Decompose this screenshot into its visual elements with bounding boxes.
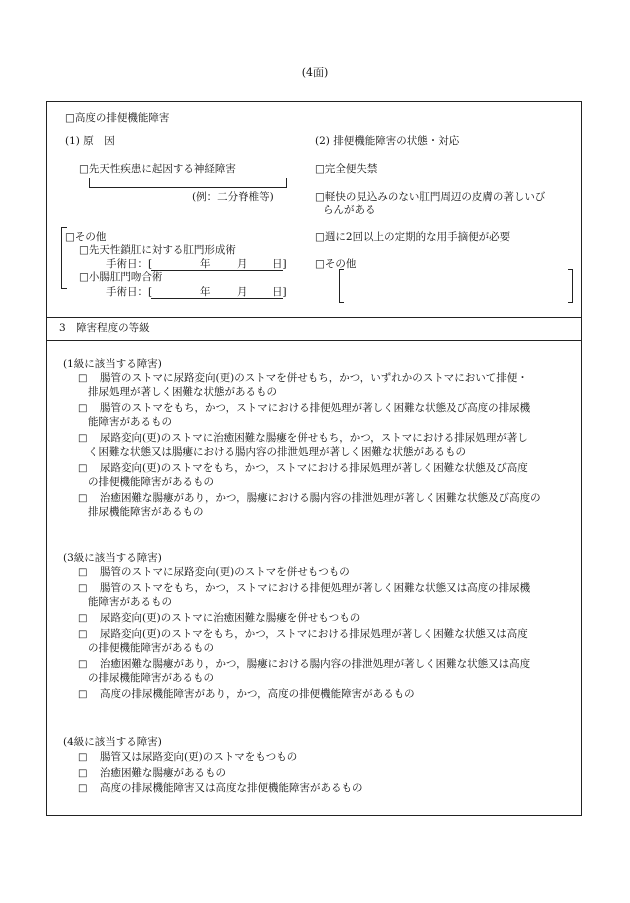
congenital-example: (例：二分脊椎等)	[192, 191, 274, 203]
checkbox-manual-removal[interactable]: □週に2回以上の定期的な用手摘便が必要	[315, 231, 511, 243]
checkbox-icon[interactable]: □	[78, 629, 88, 640]
checkbox-icon[interactable]: □	[78, 613, 88, 624]
surgery-date-field-2[interactable]	[151, 298, 283, 299]
grade1-item[interactable]: □ 尿路変向(更)のストマに治癒困難な腸瘻を併せもち，かつ，ストマにおける排尿処理が著し く困難な状態又は腸瘻における腸内容の排泄処理が著しく困難な状態があるもの	[78, 432, 528, 458]
form-frame	[46, 101, 582, 816]
checkbox-perianal-skin-line1[interactable]: □軽快の見込みのない肛門周辺の皮膚の著しいび	[315, 191, 546, 203]
checkbox-icon[interactable]: □	[78, 403, 88, 414]
perianal-skin-line2: らんがある	[323, 204, 376, 216]
grade1-item[interactable]: □ 治癒困難な腸瘻があり，かつ，腸瘻における腸内容の排泄処理が著しく困難な状態及び高度の 排尿機能障害があるもの	[78, 492, 541, 518]
grade1-item[interactable]: □ 腸管のストマをもち，かつ，ストマにおける排便処理が著しく困難な状態及び高度の排尿機 能障害があるもの	[78, 402, 531, 428]
grade4-item[interactable]: □ 治癒困難な腸瘻があるもの	[78, 767, 226, 779]
month-label-1: 月	[237, 258, 248, 270]
year-label-2: 年	[200, 286, 211, 298]
cause-heading: (1) 原 因	[65, 135, 115, 147]
grade1-item[interactable]: □ 腸管のストマに尿路変向(更)のストマを併せもち，かつ，いずれかのストマにおいて排便・ 排尿処理が著しく困難な状態があるもの	[78, 372, 528, 398]
section-divider-2	[47, 340, 581, 341]
checkbox-icon[interactable]: □	[78, 583, 88, 594]
grade1-item[interactable]: □ 尿路変向(更)のストマをもち，かつ，ストマにおける排尿処理が著しく困難な状態及び高度 の排便機能障害があるもの	[78, 462, 528, 488]
page-number: (4面)	[301, 66, 329, 79]
status-heading: (2) 排便機能障害の状態・対応	[315, 135, 460, 147]
checkbox-icon[interactable]: □	[78, 783, 88, 794]
grade4-heading: (4級に該当する障害)	[63, 736, 162, 748]
month-label-2: 月	[237, 286, 248, 298]
grade4-item[interactable]: □ 高度の排尿機能障害又は高度な排便機能障害があるもの	[78, 782, 363, 794]
checkbox-icon[interactable]: □	[78, 433, 88, 444]
grade4-item[interactable]: □ 腸管又は尿路変向(更)のストマをもつもの	[78, 751, 298, 763]
grade3-item[interactable]: □ 尿路変向(更)のストマに治癒困難な腸瘻を併せもつもの	[78, 612, 361, 624]
section-divider-1	[47, 317, 581, 318]
year-label-1: 年	[200, 258, 211, 270]
grade3-item[interactable]: □ 腸管のストマに尿路変向(更)のストマを併せもつもの	[78, 566, 350, 578]
grade3-item[interactable]: □ 高度の排尿機能障害があり，かつ，高度の排便機能障害があるもの	[78, 688, 415, 700]
status-other-detail-field[interactable]	[339, 269, 573, 303]
grade3-item[interactable]: □ 尿路変向(更)のストマをもち，かつ，ストマにおける排尿処理が著しく困難な状態又は高度 の排便機能障害があるもの	[78, 628, 528, 654]
surgery-date-label-1: 手術日：[	[106, 258, 153, 270]
checkbox-icon[interactable]: □	[78, 567, 88, 578]
checkbox-status-other[interactable]: □その他	[315, 258, 357, 270]
checkbox-other-cause[interactable]: □その他	[65, 231, 107, 243]
surgery-date-field-1[interactable]	[151, 270, 283, 271]
checkbox-small-intestine-anal[interactable]: □小腸肛門吻合術	[79, 271, 163, 283]
checkbox-icon[interactable]: □	[78, 373, 88, 384]
grade3-item[interactable]: □ 腸管のストマをもち，かつ，ストマにおける排便処理が著しく困難な状態又は高度の排尿機 能障害があるもの	[78, 582, 531, 608]
grade3-heading: (3級に該当する障害)	[63, 552, 162, 564]
grade1-heading: (1級に該当する障害)	[63, 358, 162, 370]
checkbox-icon[interactable]: □	[78, 752, 88, 763]
congenital-detail-bracket[interactable]	[89, 178, 287, 188]
day-label-2: 日]	[272, 286, 287, 298]
checkbox-icon[interactable]: □	[78, 463, 88, 474]
day-label-1: 日]	[272, 258, 287, 270]
checkbox-anal-atresia[interactable]: □先天性鎖肛に対する肛門形成術	[79, 244, 236, 256]
section-title-grade: 3 障害程度の等級	[59, 322, 150, 334]
checkbox-congenital-neuro[interactable]: □先天性疾患に起因する神経障害	[79, 163, 236, 175]
grade3-item[interactable]: □ 治癒困難な腸瘻があり，かつ，腸瘻における腸内容の排泄処理が著しく困難な状態又は高度 の排尿機能障害があるもの	[78, 658, 531, 684]
section-title-severe-defecation[interactable]: □高度の排便機能障害	[65, 112, 170, 124]
checkbox-complete-incontinence[interactable]: □完全便失禁	[315, 163, 378, 175]
checkbox-icon[interactable]: □	[78, 493, 88, 504]
checkbox-icon[interactable]: □	[78, 768, 88, 779]
checkbox-icon[interactable]: □	[78, 659, 88, 670]
surgery-date-label-2: 手術日：[	[106, 286, 153, 298]
checkbox-icon[interactable]: □	[78, 689, 88, 700]
